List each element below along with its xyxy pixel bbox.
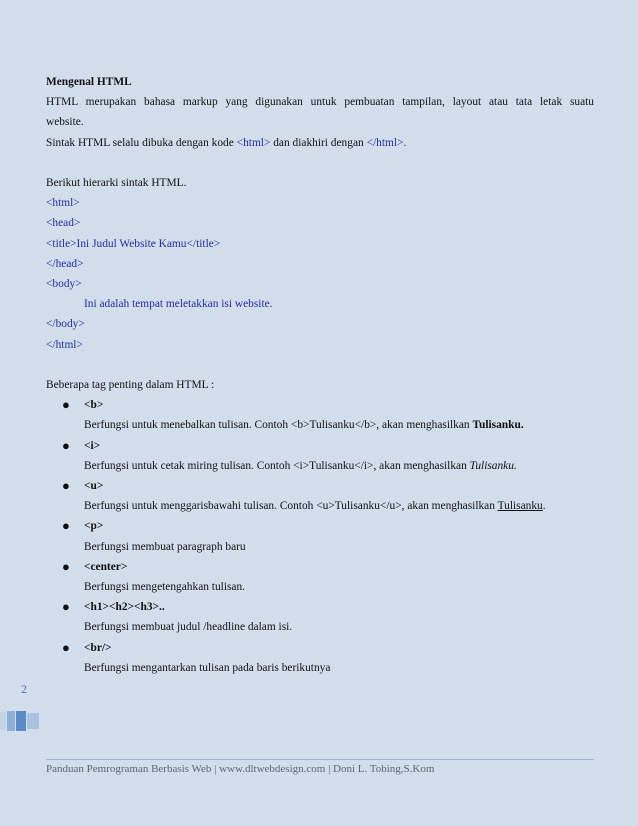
bullet-icon: ● (62, 478, 70, 494)
tag-example: Tulisanku. (469, 459, 517, 472)
list-item (46, 516, 594, 556)
hierarchy-heading: Berikut hierarki sintak HTML. (46, 177, 187, 189)
tag-name: <b> (84, 399, 104, 412)
code-line: </body> (46, 318, 85, 331)
bullet-icon: ● (62, 639, 70, 655)
section-title: Mengenal HTML (46, 76, 132, 88)
spacer (46, 153, 594, 173)
tag-description (84, 456, 594, 476)
bullet-icon: ● (62, 397, 70, 413)
page-corner-icon (0, 710, 44, 732)
tag-name: <u> (84, 480, 104, 493)
spacer (46, 355, 594, 375)
tag-desc-text: Berfungsi untuk menggarisbawahi tulisan. Contoh <u>Tulisanku</u>, akan menghasilkan (84, 500, 498, 513)
page-footer: Panduan Pemrograman Berbasis Web | www.dltwebdesign.com | Doni L. Tobing,S.Kom (46, 763, 435, 775)
footer-divider (46, 759, 594, 760)
sintak-open-tag: <html> (236, 136, 271, 149)
tag-description: Berfungsi membuat judul /headline dalam isi. (84, 621, 293, 634)
tag-desc-text: Berfungsi untuk menebalkan tulisan. Contoh <b>Tulisanku</b>, akan menghasilkan (84, 419, 473, 432)
tag-list (46, 395, 594, 678)
tag-example: Tulisanku (497, 500, 543, 513)
sintak-mid: dan diakhiri dengan (270, 136, 367, 149)
code-line: </html> (46, 338, 83, 351)
bullet-icon: ● (62, 558, 70, 574)
sintak-close-tag: </html> (366, 136, 404, 149)
tag-example: Tulisanku. (472, 419, 524, 432)
tag-description: Berfungsi mengetengahkan tulisan. (84, 581, 246, 594)
tag-description (84, 415, 594, 435)
tag-name: <center> (84, 560, 128, 573)
sintak-end: . (403, 136, 407, 149)
tag-description: Berfungsi membuat paragraph baru (84, 540, 246, 553)
tags-heading: Beberapa tag penting dalam HTML : (46, 379, 215, 392)
list-item (46, 638, 594, 678)
intro-line-1: HTML merupakan bahasa markup yang digunakan untuk pembuatan tampilan, layout atau tata letak suatu (46, 96, 594, 109)
list-item (46, 597, 594, 637)
code-line: <title>Ini Judul Website Kamu</title> (46, 237, 221, 250)
sintak-pre: Sintak HTML selalu dibuka dengan kode (46, 136, 237, 149)
bullet-icon: ● (62, 599, 70, 615)
page-number: 2 (21, 682, 27, 696)
list-item (46, 557, 594, 597)
list-item (46, 395, 594, 435)
code-line: <html> (46, 197, 80, 210)
bullet-icon: ● (62, 518, 70, 534)
tag-name: <h1><h2><h3>.. (84, 601, 165, 614)
list-item (46, 436, 594, 476)
code-line: <head> (46, 217, 81, 230)
code-line: </head> (46, 257, 84, 270)
bullet-icon: ● (62, 437, 70, 453)
list-item (46, 476, 594, 516)
sintak-sentence (46, 133, 594, 153)
intro-line-2: website. (46, 116, 84, 129)
tag-description: Berfungsi mengantarkan tulisan pada baris berikutnya (84, 661, 331, 674)
code-line-indented: Ini adalah tempat meletakkan isi website. (84, 298, 273, 311)
tag-desc-text: Berfungsi untuk cetak miring tulisan. Contoh <i>Tulisanku</i>, akan menghasilkan (84, 459, 470, 472)
tag-name: <br/> (84, 641, 112, 654)
tag-description (84, 496, 594, 516)
tag-name: <p> (84, 520, 104, 533)
document-content (46, 72, 594, 678)
tag-example-tail: . (542, 500, 546, 513)
tag-name: <i> (84, 439, 101, 452)
code-line: <body> (46, 278, 82, 291)
